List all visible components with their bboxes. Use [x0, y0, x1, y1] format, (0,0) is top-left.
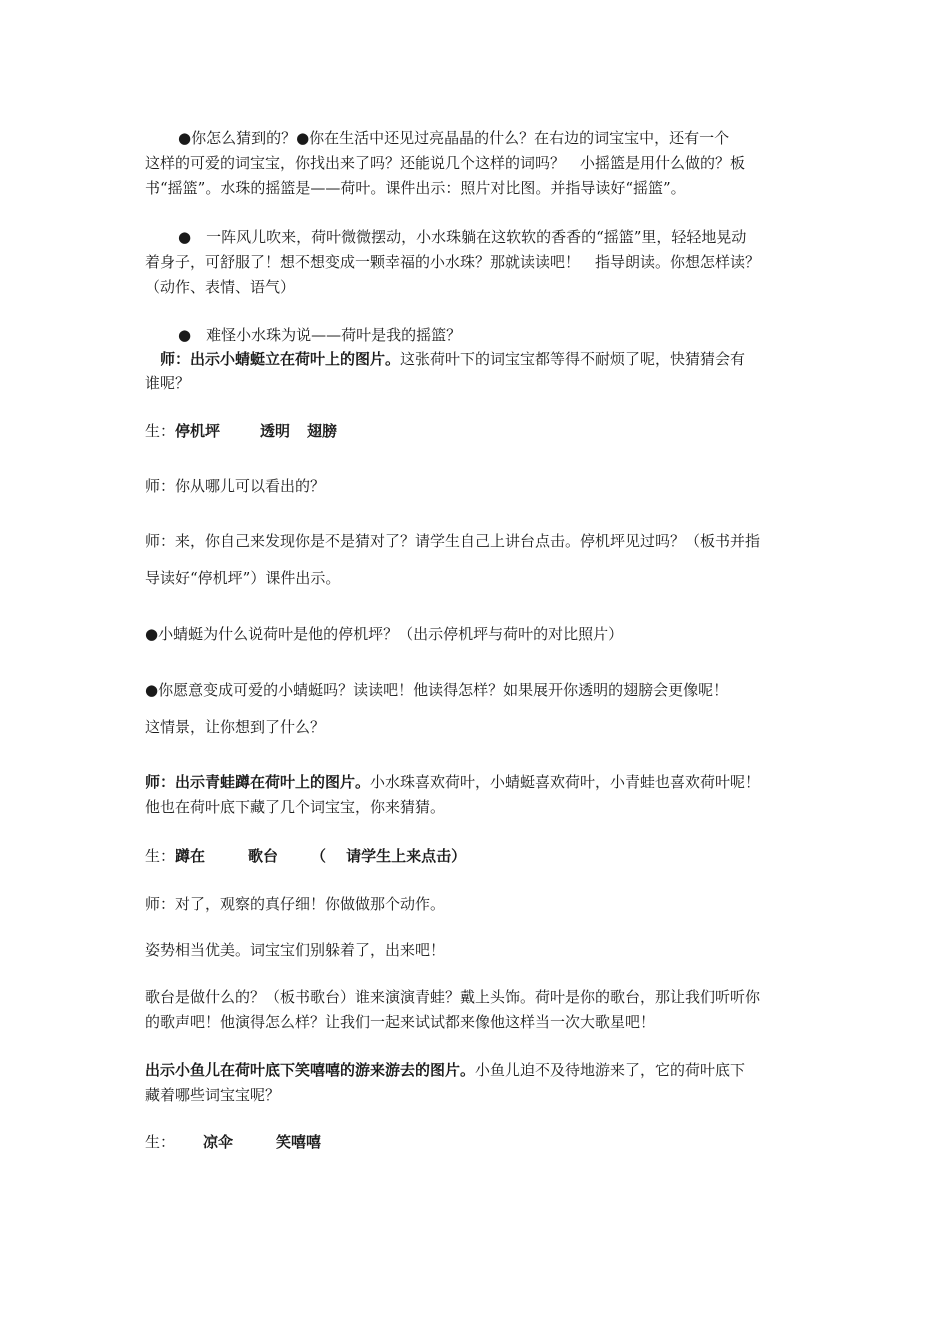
paragraph-line: （动作、表情、语气） — [145, 278, 296, 296]
paragraph-text: 小鱼儿迫不及待地游来了，它的荷叶底下 — [475, 1061, 746, 1079]
bold-lead: 师：出示小蜻蜓立在荷叶上的图片。 — [160, 350, 401, 368]
answer-word: 停机坪 — [175, 422, 221, 440]
paragraph-line: 着身子，可舒服了！想不想变成一颗幸福的小水珠？那就读读吧！ 指导朗读。你想怎样读？ — [145, 253, 761, 271]
paragraph-line: 歌台是做什么的？（板书歌台）谁来演演青蛙？戴上头饰。荷叶是你的歌台，那让我们听听你 — [145, 988, 761, 1006]
speaker-prefix: 生： — [145, 1133, 176, 1151]
answer-word: 透明 — [260, 422, 291, 440]
paragraph-line — [145, 1059, 745, 1081]
student-answer-line — [145, 845, 466, 867]
answer-word: 笑嘻嘻 — [276, 1133, 322, 1151]
paragraph-line: 的歌声吧！他演得怎么样？让我们一起来试试都来像他这样当一次大歌星吧！ — [145, 1013, 656, 1031]
paragraph-line: 师：来，你自己来发现你是不是猜对了？请学生自己上讲台点击。停机坪见过吗？（板书并指 — [145, 532, 761, 550]
paragraph-line: 导读好“停机坪”）课件出示。 — [145, 569, 341, 587]
paragraph-line: ● 一阵风儿吹来，荷叶微微摆动，小水珠躺在这软软的香香的“摇篮”里，轻轻地晃动 — [178, 228, 747, 246]
paragraph-line: 这情景，让你想到了什么？ — [145, 718, 326, 736]
speaker-prefix: 生： — [145, 847, 176, 865]
paragraph-text: 这张荷叶下的词宝宝都等得不耐烦了呢，快猜猜会有 — [400, 350, 746, 368]
paragraph-line: ●你怎么猜到的？●你在生活中还见过亮晶晶的什么？在右边的词宝宝中，还有一个 — [178, 129, 730, 147]
answer-word: （ — [311, 847, 327, 865]
speaker-prefix: 生： — [145, 422, 176, 440]
answer-word: 凉伞 — [203, 1133, 234, 1151]
answer-word: 蹲在 — [175, 847, 206, 865]
answer-word: 翅膀 — [307, 422, 338, 440]
paragraph-line: ● 难怪小水珠为说——荷叶是我的摇篮？ — [178, 326, 462, 344]
answer-word: 请学生上来点击） — [346, 847, 467, 865]
paragraph-line: 他也在荷叶底下藏了几个词宝宝，你来猜猜。 — [145, 798, 446, 816]
paragraph-line: 藏着哪些词宝宝呢？ — [145, 1086, 281, 1104]
paragraph-line — [145, 771, 760, 793]
student-answer-line — [145, 1131, 321, 1153]
bold-lead: 出示小鱼儿在荷叶底下笑嘻嘻的游来游去的图片。 — [145, 1061, 476, 1079]
paragraph-line: 书“摇篮”。水珠的摇篮是——荷叶。课件出示：照片对比图。并指导读好“摇篮”。 — [145, 179, 686, 197]
paragraph-line: ●小蜻蜓为什么说荷叶是他的停机坪？（出示停机坪与荷叶的对比照片） — [145, 625, 624, 643]
paragraph-line — [160, 348, 745, 370]
bold-lead: 师：出示青蛙蹲在荷叶上的图片。 — [145, 773, 371, 791]
answer-word: 歌台 — [248, 847, 279, 865]
paragraph-line: 这样的可爱的词宝宝，你找出来了吗？还能说几个这样的词吗？ 小摇篮是用什么做的？板 — [145, 154, 746, 172]
student-answer-line — [145, 420, 337, 442]
paragraph-line: 姿势相当优美。词宝宝们别躲着了，出来吧！ — [145, 941, 446, 959]
paragraph-line: 谁呢？ — [145, 374, 191, 392]
paragraph-line: 师：对了，观察的真仔细！你做做那个动作。 — [145, 895, 446, 913]
paragraph-text: 小水珠喜欢荷叶，小蜻蜓喜欢荷叶，小青蛙也喜欢荷叶呢！ — [370, 773, 761, 791]
paragraph-line: ●你愿意变成可爱的小蜻蜓吗？读读吧！他读得怎样？如果展开你透明的翅膀会更像呢！ — [145, 681, 729, 699]
paragraph-line: 师：你从哪儿可以看出的？ — [145, 477, 326, 495]
